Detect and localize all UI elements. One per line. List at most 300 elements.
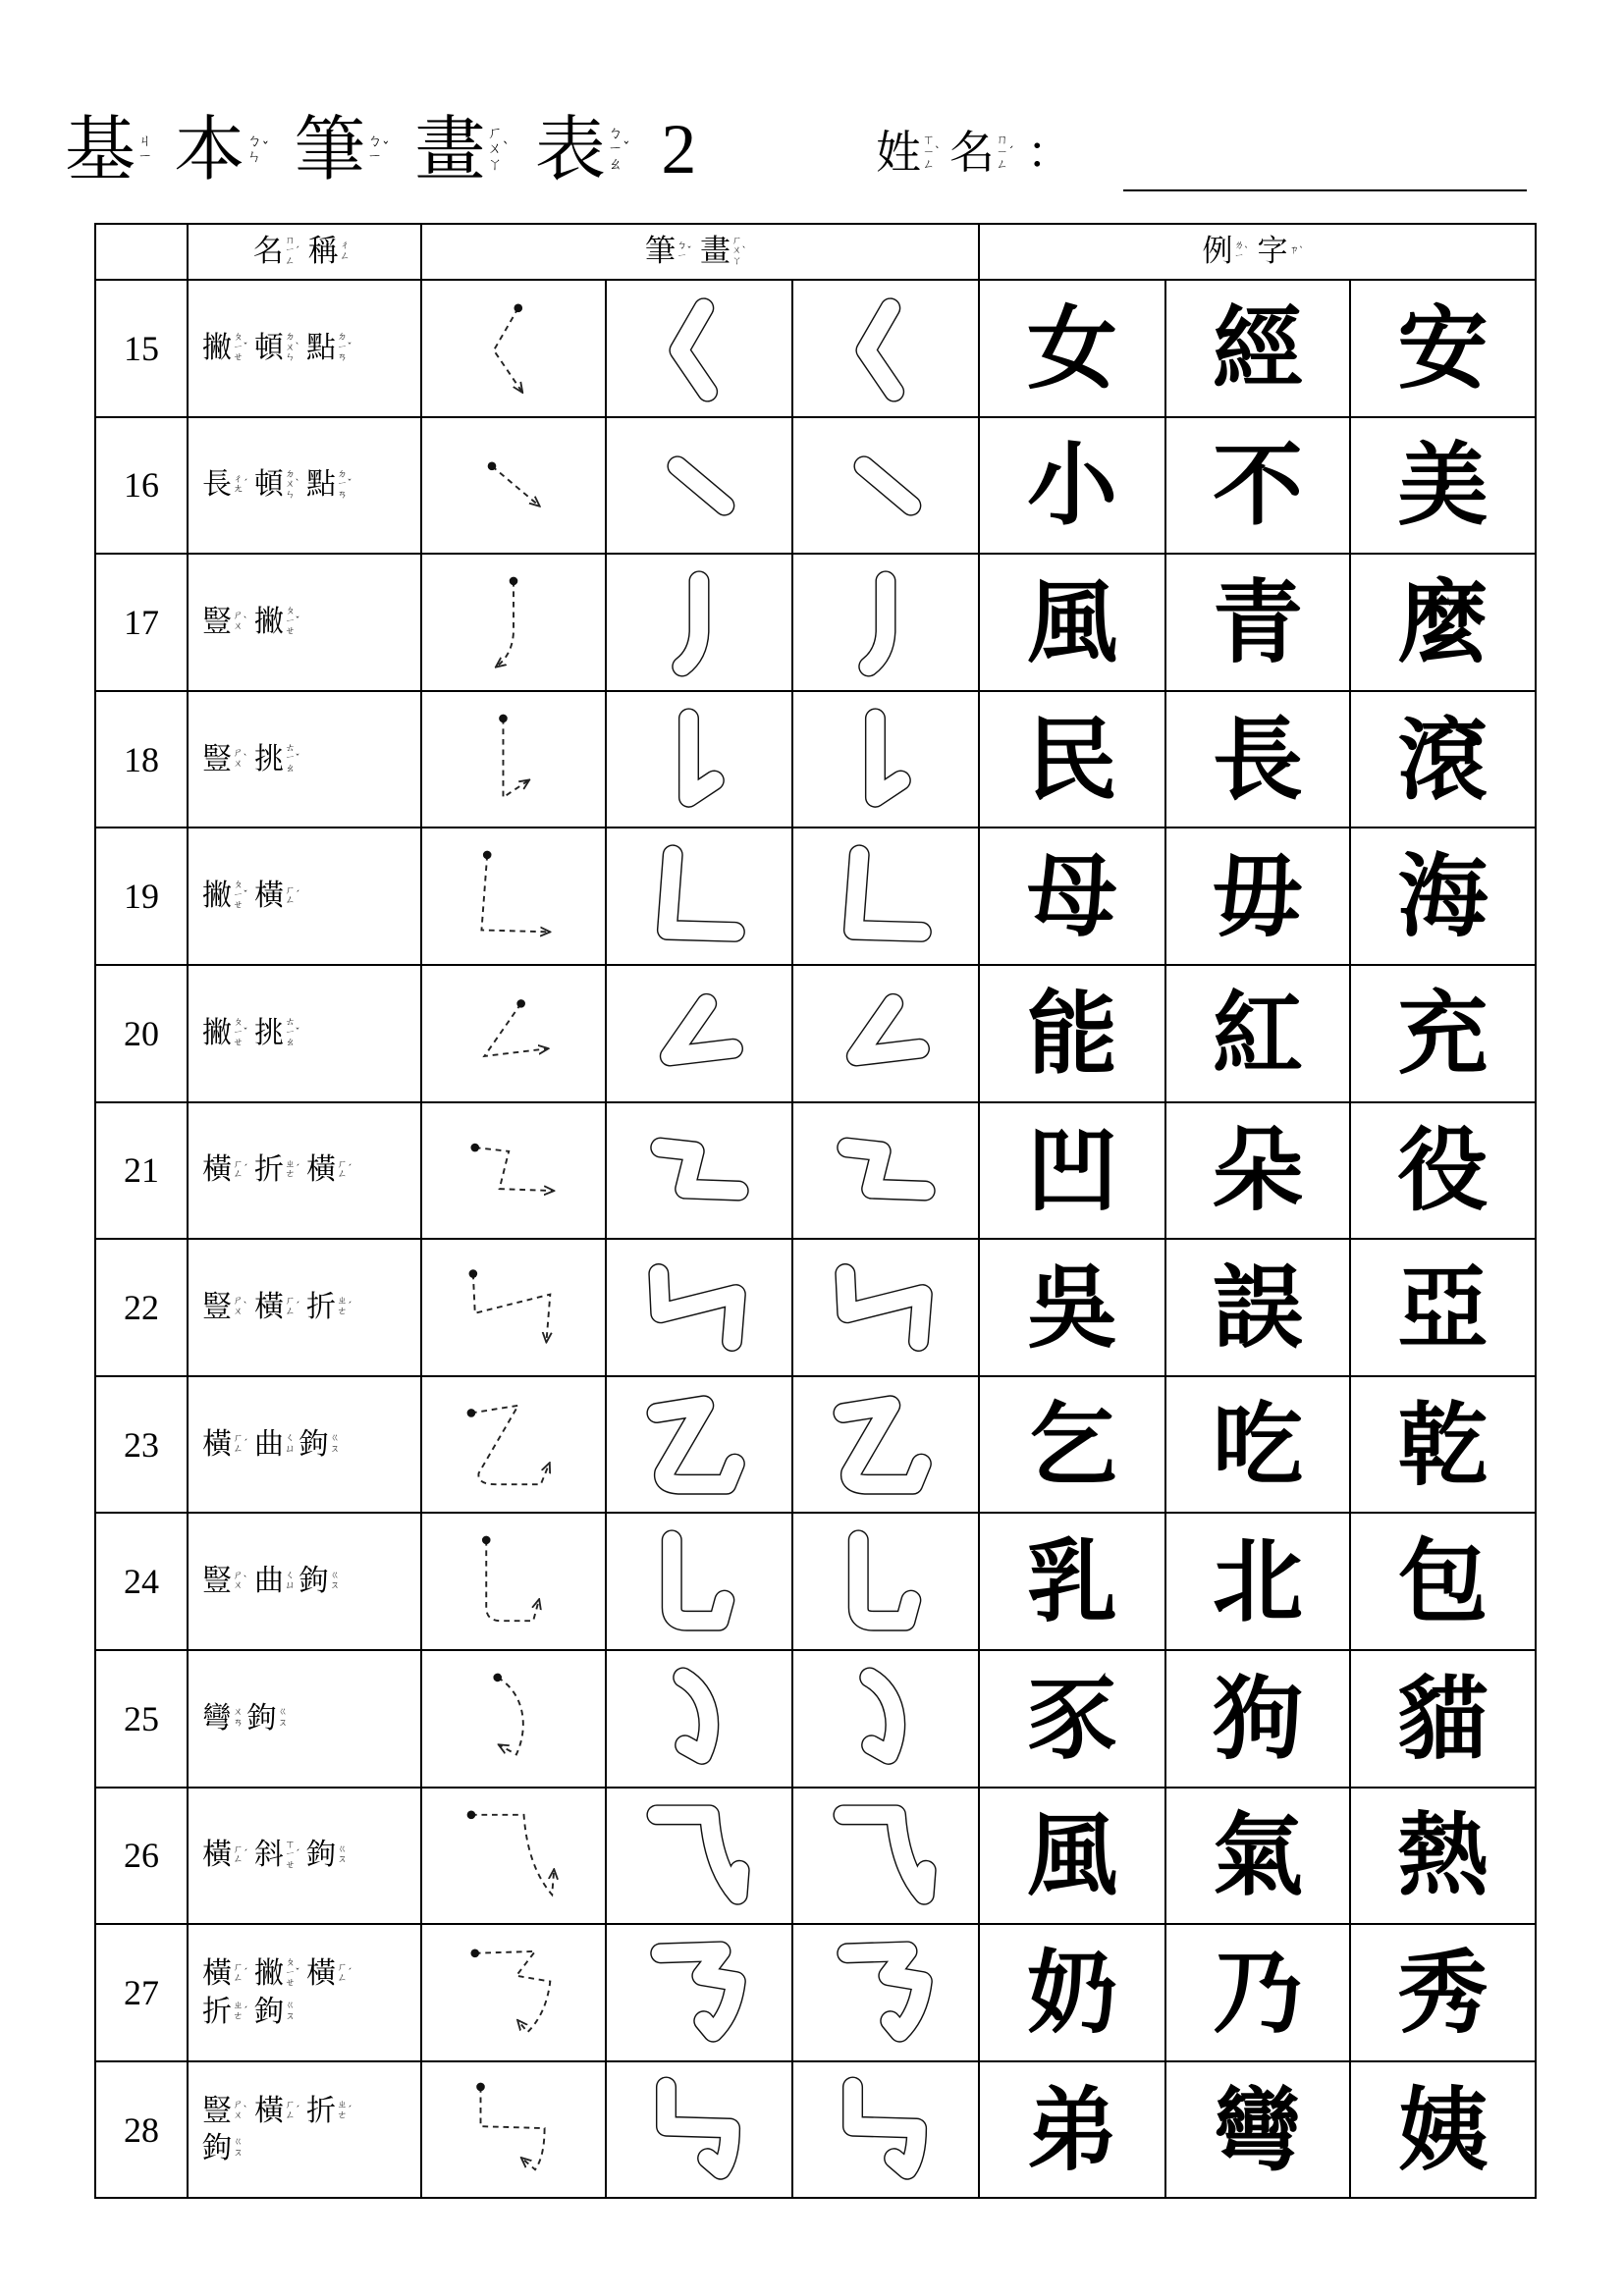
hanzi: 挑 [254,741,284,776]
zhuyin-symbol: ㄩ [285,1443,296,1455]
zhuyin [1234,240,1249,262]
stroke-name-char [254,1994,296,2029]
zhuyin-symbol: ㄉ [285,468,296,480]
hanzi: 橫 [254,2093,284,2128]
stroke-trace-cell [606,1924,792,2061]
start-dot [516,999,525,1008]
start-dot [499,714,508,722]
stroke-interior [843,1405,921,1483]
stroke-name-line [202,1700,420,1735]
zhuyin [285,1957,300,1990]
heng-pie-heng-zhe-gou-stroke-icon [422,1927,605,2058]
stroke-name-char [202,1700,244,1735]
hanzi: 筆 [294,108,365,190]
header-examples-cell [979,224,1536,280]
zhuyin-symbol: ㄌ [1234,240,1244,251]
stroke-name-line [202,2130,420,2165]
zhuyin [278,1708,288,1729]
tone-mark: ˊ [243,478,248,490]
chang-dun-dian-stroke-icon [607,419,791,551]
hanzi: 鉤 [306,1838,336,1873]
stroke-name-char [202,1994,250,2029]
header-char [700,234,749,269]
stroke-name-line [202,741,420,776]
zhuyin-symbol: ㄧ [233,889,244,901]
pie-heng-stroke-icon [422,830,605,962]
title-char [414,108,514,190]
shu-heng-zhe-gou-stroke-icon [422,2064,605,2196]
zhuyin-symbol: ㄉ [285,332,296,344]
heng-pie-heng-zhe-gou-stroke-icon [607,1927,791,2058]
example-char: 吳 [979,1239,1165,1376]
zhuyin-symbol: ㄡ [330,1443,340,1455]
header-strokes-label [422,234,978,269]
stroke-name-cell [188,1239,421,1376]
zhuyin-symbol: ㄕ [233,2100,244,2111]
zhuyin-symbol: ㄡ [330,1580,340,1592]
zhuyin [233,1158,248,1181]
hanzi: 畫 [700,234,731,269]
shu-tiao-stroke-icon [793,694,978,826]
zhuyin [337,2100,352,2121]
shu-qu-gou-stroke-icon [422,1516,605,1647]
start-dot [476,2082,485,2091]
stroke-direction-cell [421,965,606,1102]
zhuyin-symbol: ㄧ [996,144,1008,159]
zhuyin-symbol: ㄏ [337,1158,348,1170]
zhuyin [233,473,248,496]
example-char: 豕 [979,1650,1165,1788]
zhuyin-symbol: ㄢ [233,1717,244,1729]
zhuyin-symbol: ㄥ [340,250,351,262]
zhuyin-symbol: ㄣ [285,489,296,501]
zhuyin-symbol: ㄧ [233,1027,244,1039]
tone-mark: ˋ [295,478,300,490]
shu-tiao-stroke-icon [607,694,791,826]
zhuyin-symbol: ㄓ [337,1296,348,1308]
header-char [645,234,694,269]
example-char: 長 [1165,691,1350,828]
stroke-trace-cell [606,417,792,555]
zhuyin-symbol: ㄧ [367,147,383,165]
row-number: 15 [95,280,188,417]
hanzi: 長 [202,467,232,503]
zhuyin-symbol: ㄝ [233,352,244,364]
heng-zhe-heng-stroke-icon [607,1104,791,1236]
zhuyin-symbol: ㄧ [608,139,623,158]
zhuyin-symbol: ㄕ [233,1296,244,1308]
zhuyin-symbol: ㄍ [337,1843,348,1855]
example-char: 乃 [1165,1924,1350,2061]
zhuyin-symbol: ㄕ [233,748,244,760]
hanzi: 點 [306,330,336,365]
zhuyin [234,2138,244,2159]
zhuyin-symbol: ㄨ [731,245,742,257]
stroke-name-cell [188,554,421,691]
pie-heng-stroke-icon [607,830,791,962]
stroke-row [95,828,1536,965]
tone-mark: ˋ [934,144,941,159]
example-char: 不 [1165,417,1350,555]
tone-mark: ˇ [295,753,300,765]
zhuyin-symbol: ㄍ [330,1570,340,1581]
stroke-direction-path [475,1148,553,1191]
header-char [252,234,302,269]
stroke-name-char [254,2093,302,2128]
stroke-name-char [254,1289,302,1324]
zhuyin [285,884,300,907]
stroke-interior [670,1003,732,1056]
tone-mark: ˋ [1299,245,1304,256]
stroke-row [95,1239,1536,1376]
zhuyin-symbol: ㄠ [285,763,296,774]
hanzi: 點 [306,467,336,503]
header-corner-cell [95,224,188,280]
example-char: 女 [979,280,1165,417]
example-char: 海 [1350,828,1536,965]
stroke-direction-path [471,1405,549,1483]
stroke-row [95,1513,1536,1650]
hanzi: 曲 [254,1426,284,1462]
example-char: 滾 [1350,691,1536,828]
stroke-trace-cell [606,280,792,417]
zhuyin-symbol: ㄠ [608,154,623,173]
stroke-direction-cell [421,1650,606,1788]
zhuyin-symbol: ㄡ [233,2147,244,2159]
shu-qu-gou-stroke-icon [793,1516,978,1647]
tone-mark: ˇ [686,245,692,256]
zhuyin-symbol: ㄨ [233,1580,244,1592]
zhuyin [731,235,747,268]
zhuyin [340,241,350,262]
tone-mark: ˋ [243,1575,248,1586]
zhuyin-symbol: ㄧ [285,753,296,765]
stroke-name-char [202,2130,244,2165]
zhuyin [285,235,300,268]
shu-heng-zhe-gou-stroke-icon [793,2064,978,2196]
stroke-direction-cell [421,554,606,691]
stroke-name-char [202,604,250,639]
stroke-direction-path [484,1003,547,1056]
zhuyin-symbol: ㄍ [330,1433,340,1445]
row-number: 18 [95,691,188,828]
example-char: 民 [979,691,1165,828]
tone-mark: ˋ [243,1301,248,1312]
example-char: 役 [1350,1102,1536,1240]
zhuyin-symbol: ㄆ [285,606,296,617]
stroke-name-char [202,881,250,912]
zhuyin-symbol: ㄝ [233,1038,244,1049]
hanzi: 橫 [254,879,284,914]
zhuyin-symbol: ㄥ [996,157,1008,172]
zhuyin-symbol: ㄝ [285,626,296,638]
stroke-rows [95,280,1536,2198]
name-label-char [876,126,944,179]
hanzi: 豎 [202,1289,232,1324]
zhuyin [285,2100,300,2121]
stroke-interior [866,308,894,392]
zhuyin-symbol: ㄐ [137,132,153,150]
zhuyin [233,332,248,364]
stroke-name-line [202,881,420,912]
pie-tiao-stroke-icon [422,968,605,1099]
heng-zhe-heng-stroke-icon [793,1104,978,1236]
stroke-name-char [254,1564,296,1599]
hanzi: 橫 [254,1289,284,1324]
name-colon: ： [1026,126,1072,179]
zhuyin-symbol: ㄨ [285,342,296,353]
zhuyin-symbol: ㄥ [337,1169,348,1181]
stroke-name-cell [188,417,421,555]
row-number: 21 [95,1102,188,1240]
zhuyin-symbol: ㄥ [285,2109,296,2121]
zhuyin-symbol: ㄥ [233,1443,244,1455]
zhuyin [1289,245,1304,257]
pie-dun-dian-stroke-icon [422,283,605,414]
stroke-direction-path [494,308,522,392]
example-char: 毋 [1165,828,1350,965]
zhuyin [285,1158,300,1181]
stroke-name-cell [188,828,421,965]
row-number: 19 [95,828,188,965]
start-dot [467,1811,476,1820]
pie-tiao-stroke-icon [607,968,791,1099]
zhuyin-symbol: ㄡ [278,1717,288,1729]
zhuyin-symbol: ㄉ [337,332,348,344]
hanzi: 撇 [202,330,232,365]
header-char [1257,234,1307,269]
start-dot [470,1144,479,1152]
header-char [1202,234,1252,269]
stroke-row [95,965,1536,1102]
zhuyin-symbol: ㄧ [137,147,153,165]
zhuyin-symbol: ㄅ [246,132,262,150]
stroke-row [95,1376,1536,1514]
zhuyin-symbol: ㄥ [337,1972,348,1984]
hanzi: 稱 [307,234,339,269]
stroke-name-cell [188,1513,421,1650]
tone-mark: ˋ [243,753,248,765]
zhuyin [233,611,248,632]
header-name-cell [188,224,421,280]
example-char: 乾 [1350,1376,1536,1514]
tone-mark: ˊ [295,1848,300,1860]
stroke-direction-cell [421,1924,606,2061]
hanzi: 折 [306,2093,336,2128]
hanzi: 鉤 [254,1994,284,2029]
example-char: 朵 [1165,1102,1350,1240]
tone-mark: ˇ [382,138,390,157]
zhuyin-symbol: ㄏ [233,1433,244,1445]
example-char: 吃 [1165,1376,1350,1514]
stroke-trace-cell [792,1513,979,1650]
hanzi: 頓 [254,330,284,365]
zhuyin [233,1433,248,1455]
chang-dun-dian-stroke-icon [422,419,605,551]
header-row [95,224,1536,280]
example-char: 凹 [979,1102,1165,1240]
start-dot [510,577,518,586]
stroke-name-char [202,1289,250,1324]
stroke-name-char [306,1838,348,1873]
zhuyin-symbol: ㄨ [233,758,244,770]
zhuyin-symbol: ㄕ [233,611,244,622]
hanzi: 橫 [306,1152,336,1188]
stroke-direction-path [481,855,549,932]
stroke-row [95,417,1536,555]
tone-mark: ˇ [243,342,248,353]
hanzi: 橫 [202,1426,232,1462]
zhuyin-symbol: ㄆ [285,1957,296,1969]
stroke-direction-cell [421,1239,606,1376]
zhuyin [337,1158,352,1181]
stroke-name-char [254,741,302,776]
zhuyin-symbol: ㄥ [922,157,935,172]
stroke-name-line [202,330,420,365]
zhuyin-symbol: ㄤ [233,484,244,496]
heng-xie-gou-stroke-icon [607,1789,791,1921]
title-char [65,108,153,190]
hanzi: 撇 [254,1955,284,1991]
zhuyin [338,1845,348,1866]
stroke-trace-cell [606,1102,792,1240]
zhuyin-symbol: ㄜ [337,2109,348,2121]
tone-mark: ˋ [243,2105,248,2116]
stroke-name-char [254,879,302,914]
zhuyin-symbol: ㄧ [285,245,296,257]
stroke-direction-path [498,1678,523,1754]
zhuyin-symbol: ㄥ [233,1169,244,1181]
stroke-name-char [202,1838,250,1873]
zhuyin [330,1572,340,1592]
stroke-name-char [254,1015,302,1050]
tone-mark: ˊ [243,2005,248,2017]
stroke-row [95,691,1536,828]
zhuyin [285,468,300,502]
name-field-label [876,126,1072,179]
example-char: 氣 [1165,1788,1350,1925]
stroke-trace-cell [606,1788,792,1925]
shu-heng-zhe-gou-stroke-icon [607,2064,791,2196]
hanzi: 姓 [876,126,921,179]
example-char: 姨 [1350,2061,1536,2199]
stroke-name-cell [188,1650,421,1788]
hanzi: 筆 [645,234,676,269]
example-char: 秀 [1350,1924,1536,2061]
hanzi: 折 [306,1289,336,1324]
row-number: 27 [95,1924,188,2061]
stroke-trace-cell [792,1650,979,1788]
hanzi: 名 [252,234,284,269]
zhuyin-symbol: ㄠ [285,1038,296,1049]
stroke-name-line [202,1152,420,1188]
example-char: 貓 [1350,1650,1536,1788]
header-strokes-cell [421,224,979,280]
zhuyin [330,1434,340,1455]
start-dot [469,1269,478,1278]
hanzi: 折 [254,1152,284,1188]
stroke-interior [657,1405,734,1483]
zhuyin-symbol: ㄒ [922,133,935,147]
stroke-trace-cell [792,828,979,965]
zhuyin [233,1017,248,1049]
tone-mark: ˊ [295,2105,300,2116]
example-char: 包 [1350,1513,1536,1650]
zhuyin-symbol: ㄆ [233,1017,244,1029]
stroke-interior [856,1003,919,1056]
stroke-name-char [254,1152,302,1188]
zhuyin [285,606,300,638]
hanzi: 字 [1257,234,1288,269]
stroke-name-line [202,1426,420,1462]
shu-pie-stroke-icon [422,557,605,688]
header-examples-label [980,234,1535,269]
shu-qu-gou-stroke-icon [607,1516,791,1647]
stroke-row [95,1924,1536,2061]
heng-xie-gou-stroke-icon [422,1789,605,1921]
chang-dun-dian-stroke-icon [793,419,978,551]
zhuyin [337,468,352,502]
start-dot [470,1949,479,1957]
zhuyin-symbol: ㄝ [233,900,244,912]
zhuyin [246,132,270,165]
tone-mark: ˇ [243,889,248,901]
hanzi: 名 [948,126,995,179]
stroke-name-line [202,1838,420,1873]
zhuyin-symbol: ㄏ [487,124,503,142]
stroke-interior [875,718,900,796]
shu-heng-zhe-stroke-icon [793,1242,978,1373]
example-char: 彎 [1165,2061,1350,2199]
stroke-direction-path [473,1273,550,1341]
zhuyin-symbol: ㄏ [285,884,296,896]
row-number: 16 [95,417,188,555]
zhuyin [234,1708,244,1729]
header-name-label [189,234,420,269]
start-dot [482,1536,491,1545]
tone-mark: ˊ [243,1438,248,1450]
example-char: 北 [1165,1513,1350,1650]
stroke-direction-path [475,1951,551,2032]
stroke-name-line [202,604,420,639]
zhuyin [285,1839,300,1872]
tone-mark: ˇ [295,1967,300,1979]
zhuyin-symbol: ㄨ [233,2109,244,2121]
stroke-interior [864,466,911,506]
stroke-interior [683,1678,709,1754]
tone-mark: ˊ [347,2105,352,2116]
zhuyin [337,1296,352,1317]
zhuyin-symbol: ㄧ [337,479,348,491]
stroke-direction-path [503,718,528,796]
zhuyin-symbol: ㄨ [233,1306,244,1317]
zhuyin [137,133,152,165]
tone-mark: ˊ [295,1163,300,1175]
example-char: 亞 [1350,1239,1536,1376]
stroke-name-cell [188,1102,421,1240]
zhuyin-symbol: ㄡ [285,2010,296,2022]
stroke-name-cell [188,965,421,1102]
stroke-row [95,554,1536,691]
stroke-trace-cell [606,1239,792,1376]
stroke-name-char [254,330,302,365]
stroke-row [95,280,1536,417]
stroke-interior [870,1678,895,1754]
stroke-interior [869,581,886,667]
zhuyin-symbol: ㄏ [233,1158,244,1170]
stroke-name-char [202,1955,250,1991]
stroke-interior [682,581,699,667]
